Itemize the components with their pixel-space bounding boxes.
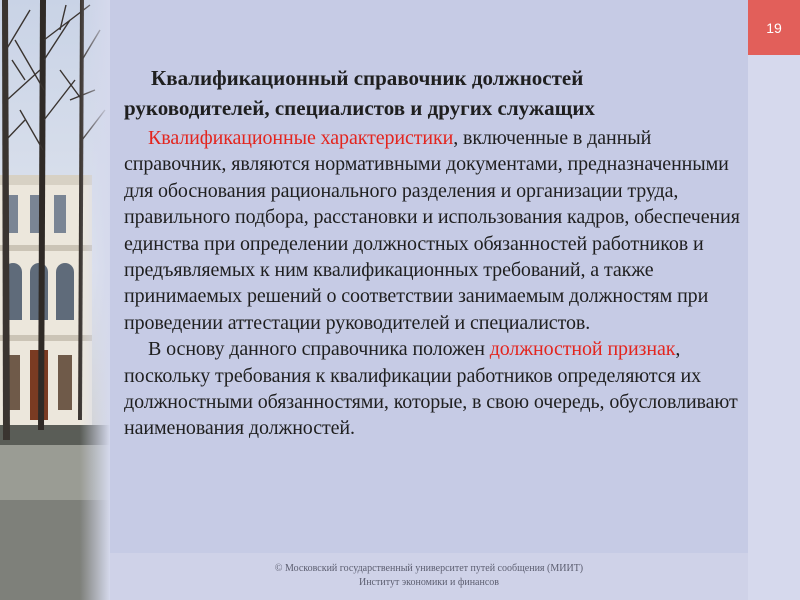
campus-photo-drawing bbox=[0, 0, 110, 600]
paragraph-2-highlight: должностной признак bbox=[489, 338, 676, 361]
slide-title-line-1: Квалификационный справочник должностей bbox=[151, 66, 584, 90]
paragraph-1-highlight: Квалификационные характеристики bbox=[148, 127, 454, 149]
right-stripe bbox=[748, 0, 800, 600]
slide-title bbox=[124, 63, 734, 123]
slide-number: 19 bbox=[766, 19, 782, 36]
paragraph-2-text: , поскольку требования к квалификации работников определяются их должностными обязанностями, которые, в свою очередь, обусловливают наименования должностей. bbox=[124, 338, 738, 440]
campus-photo bbox=[0, 0, 110, 600]
slide-footer bbox=[110, 562, 748, 590]
paragraph-2 bbox=[124, 336, 746, 442]
slide-number-badge bbox=[748, 0, 800, 55]
footer-institute: Институт экономики и финансов bbox=[358, 577, 500, 588]
paragraph-1-text: , включенные в данный справочник, являются нормативными документами, предназначенными для обоснования рационального разделения и организации труда, правильного подбора, расстановки и использования кадров, обеспечения единства при определении должностных обязанностей работников и предъявляемых к ним квалификационных требований, а также принимаемых решений о соответствии занимаемым должностям при проведении аттестации руководителей и специалистов. bbox=[124, 127, 740, 334]
slide-title-line-2: руководителей, специалистов и других служащих bbox=[124, 96, 595, 120]
paragraph-1 bbox=[124, 125, 746, 336]
slide-body bbox=[124, 125, 746, 442]
paragraph-2-lead: В основу данного справочника положен bbox=[148, 338, 490, 361]
footer-copyright: © Московский государственный университет путей сообщения (МИИТ) bbox=[274, 563, 584, 574]
